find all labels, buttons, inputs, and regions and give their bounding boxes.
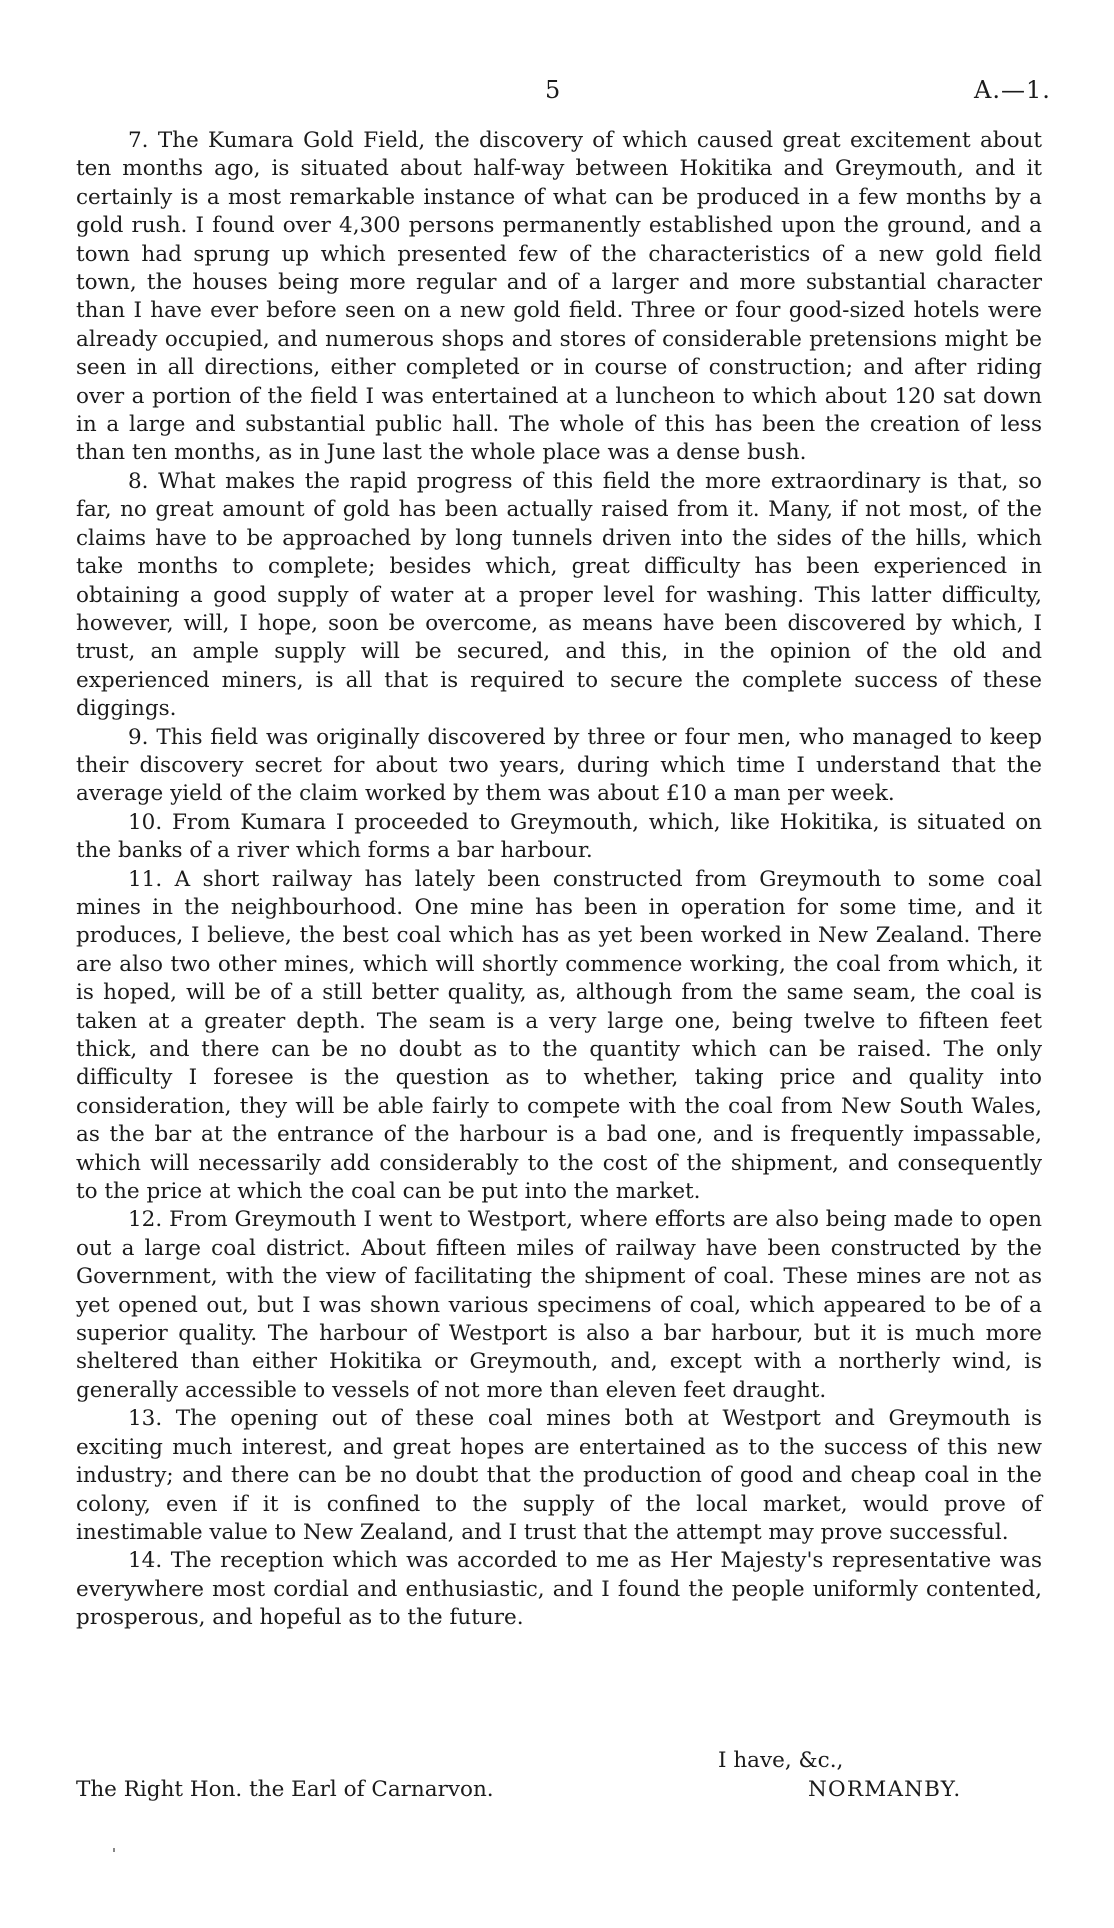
addressee: The Right Hon. the Earl of Carnarvon. bbox=[76, 1777, 494, 1802]
paragraph-14: 14. The reception which was accorded to me as Her Majesty's representative was everywhere most cordial and enthusiastic, and I found the people uniformly contented, prosperous, and hopeful as to the future. bbox=[76, 1548, 1042, 1631]
paragraph-7: 7. The Kumara Gold Field, the discovery of which caused great excitement about ten months ago, is situated about half-way between Hokitika and Greymouth, and it certainly is a most remarkable instance of what can be produced in a few months by a gold rush. I found over 4,300 persons permanently established upon the ground, and a town had sprung up which presented few of the characteristics of a new gold field town, the houses being more regular and of a larger and more substantial character than I have ever before seen on a new gold field. Three or four good-sized hotels were already occupied, and numerous shops and stores of considerable pretensions might be seen in all directions, either completed or in course of construction; and after riding over a portion of the field I was entertained at a luncheon to which about 120 sat down in a large and substantial public hall. The whole of this has been the creation of less than ten months, as in June last the whole place was a dense bush. bbox=[76, 128, 1042, 466]
paragraph-13: 13. The opening out of these coal mines both at Westport and Greymouth is exciting much interest, and great hopes are entertained as to the success of this new industry; and there can be no doubt that the production of good and cheap coal in the colony, even if it is confined to the supply of the local market, would prove of inestimable value to New Zealand, and I trust that the attempt may prove successful. bbox=[76, 1406, 1042, 1545]
paragraph-9: 9. This field was originally discovered by three or four men, who managed to keep their discovery secret for about two years, during which time I understand that the average yield of the claim worked by them was about £10 a man per week. bbox=[76, 724, 1042, 807]
print-speck bbox=[113, 1848, 115, 1852]
paragraph-10: 10. From Kumara I proceeded to Greymouth, which, like Hokitika, is situated on the banks of a river which forms a bar harbour. bbox=[76, 809, 1042, 864]
paragraph-8: 8. What makes the rapid progress of this field the more extraordinary is that, so far, no great amount of gold has been actually raised from it. Many, if not most, of the claims have to be approached by long tunnels driven into the sides of the hills, which take months to complete; besides which, great difficulty has been experienced in obtaining a good supply of water at a proper level for washing. This latter difficulty, however, will, I hope, soon be overcome, as means have been discovered by which, I trust, an ample supply will be secured, and this, in the opinion of the old and experienced miners, is all that is required to secure the complete success of these diggings. bbox=[76, 468, 1042, 722]
paragraph-12: 12. From Greymouth I went to Westport, where efforts are also being made to open out a large coal district. About fifteen miles of railway have been constructed by the Government, with the view of facilitating the shipment of coal. These mines are not as yet opened out, but I was shown various specimens of coal, which appeared to be of a superior quality. The harbour of Westport is also a bar harbour, but it is much more sheltered than either Hokitika or Greymouth, and, except with a northerly wind, is generally accessible to vessels of not more than eleven feet draught. bbox=[76, 1207, 1042, 1403]
paragraph-11: 11. A short railway has lately been constructed from Greymouth to some coal mines in the neighbourhood. One mine has been in operation for some time, and it produces, I believe, the best coal which has as yet been worked in New Zealand. There are also two other mines, which will shortly commence working, the coal from which, it is hoped, will be of a still better quality, as, although from the same seam, the coal is taken at a greater depth. The seam is a very large one, being twelve to fifteen feet thick, and there can be no doubt as to the quantity which can be raised. The only difficulty I foresee is the question as to whether, taking price and quality into consideration, they will be able fairly to compete with the coal from New South Wales, as the bar at the entrance of the harbour is a bad one, and is frequently impassable, which will necessarily add considerably to the cost of the shipment, and consequently to the price at which the coal can be put into the market. bbox=[76, 866, 1042, 1205]
page-number: 5 bbox=[545, 76, 561, 104]
signature: NORMANBY. bbox=[808, 1777, 962, 1802]
letter-body bbox=[76, 127, 1042, 1633]
document-reference: A.—1. bbox=[974, 76, 1051, 104]
closing-salutation: I have, &c., bbox=[718, 1748, 844, 1773]
